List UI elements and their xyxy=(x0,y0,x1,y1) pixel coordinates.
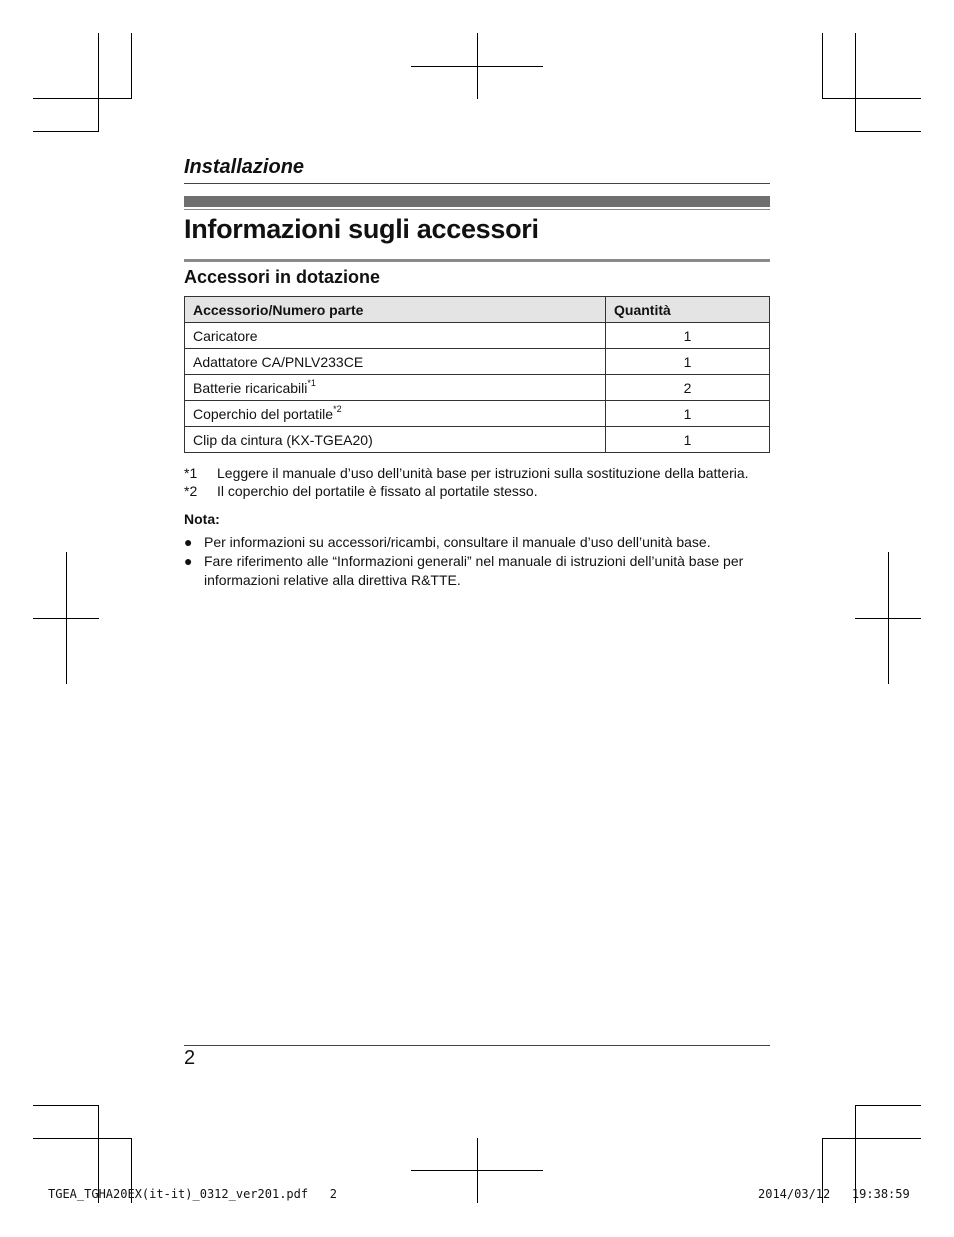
quantity-cell: 1 xyxy=(606,427,770,453)
item-cell: Coperchio del portatile$^{*2}$ xyxy=(185,401,606,427)
footnote xyxy=(184,483,538,499)
table-row xyxy=(185,375,770,401)
bullet-text: Per informazioni su accessori/ricambi, consultare il manuale d’uso dell’unità base. xyxy=(204,534,711,550)
table-row xyxy=(185,349,770,375)
column-header-item: Accessorio/Numero parte xyxy=(185,297,606,323)
title-bar-rule xyxy=(184,196,770,207)
footer-rule xyxy=(184,1045,770,1046)
table-row xyxy=(185,323,770,349)
list-item xyxy=(184,552,770,590)
subsection-title: Accessori in dotazione xyxy=(184,267,381,287)
page-number: 2 xyxy=(184,1047,196,1069)
accessories-table xyxy=(184,296,770,453)
page-title: Informazioni sugli accessori xyxy=(184,214,539,244)
footnote xyxy=(184,465,749,481)
item-cell: Batterie ricaricabili$^{*1}$ xyxy=(185,375,606,401)
title-bar-subrule xyxy=(184,209,770,210)
quantity-cell: 2 xyxy=(606,375,770,401)
footnote-text: Leggere il manuale d’uso dell’unità base per istruzioni sulla sostituzione della batteria. xyxy=(217,465,749,481)
section-label: Installazione xyxy=(184,156,305,178)
column-header-quantity: Quantità xyxy=(606,297,770,323)
item-cell: Caricatore xyxy=(185,323,606,349)
bullet-text: Fare riferimento alle “Informazioni generali” nel manuale di istruzioni dell’unità base per informazioni relative alla direttiva R&TTE. xyxy=(204,553,744,588)
quantity-cell: 1 xyxy=(606,349,770,375)
footnote-text: Il coperchio del portatile è fissato al portatile stesso. xyxy=(217,483,538,499)
footer-filename: TGEA_TGHA20EX(it-it)_0312_ver201.pdf 2 xyxy=(48,1187,337,1201)
item-cell: Adattatore CA/PNLV233CE xyxy=(185,349,606,375)
footnote-mark: *2 xyxy=(184,483,198,499)
quantity-cell: 1 xyxy=(606,323,770,349)
footnote-mark: *1 xyxy=(184,465,198,481)
footer-datetime: 2014/03/12 19:38:59 xyxy=(758,1187,910,1201)
bullet-icon: ● xyxy=(184,534,193,550)
bullet-icon: ● xyxy=(184,553,193,569)
footnote-ref: *1 xyxy=(307,377,316,388)
table-row xyxy=(185,427,770,453)
title-underline xyxy=(184,259,770,262)
item-cell: Clip da cintura (KX-TGEA20) xyxy=(185,427,606,453)
quantity-cell: 1 xyxy=(606,401,770,427)
table-row xyxy=(185,401,770,427)
list-item xyxy=(184,533,770,552)
note-label: Nota: xyxy=(184,511,220,527)
table-header-row xyxy=(185,297,770,323)
footnote-ref: *2 xyxy=(333,403,342,414)
header-rule xyxy=(184,183,770,184)
